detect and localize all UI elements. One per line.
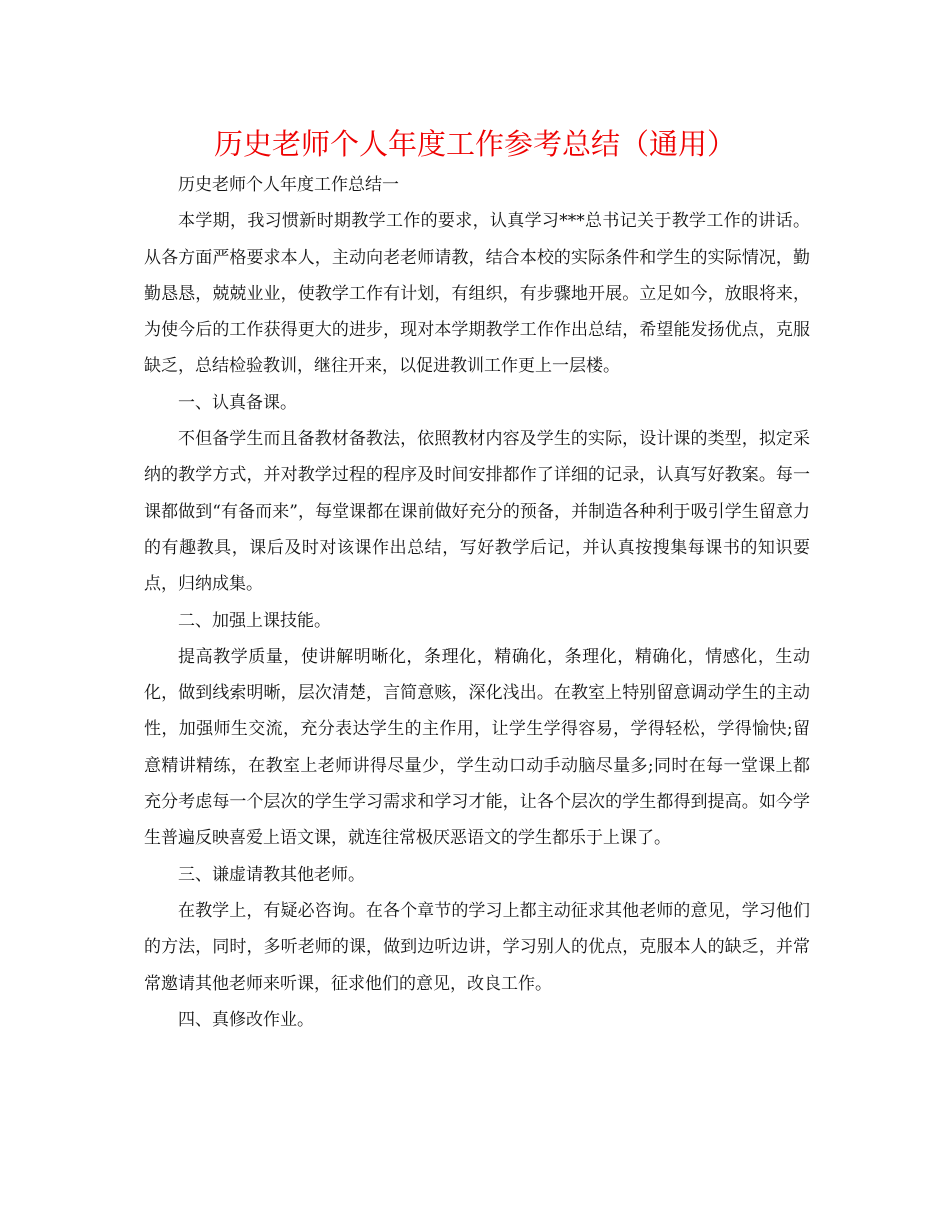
document-body [144,167,810,1038]
document-subtitle: 历史老师个人年度工作总结一 [178,175,399,195]
section-paragraph-1: 不但备学生而且备教材备教法，依照教材内容及学生的实际，设计课的类型，拟定采纳的教学方式，并对教学过程的程序及时间安排都作了详细的记录，认真写好教案。每一课都做到“有备而来”，每堂课都在课前做好充分的预备，并制造各种利于吸引学生留意力的有趣教具，课后及时对该课作出总结，写好教学后记，并认真按搜集每课书的知识要点，归纳成集。 [144,429,810,595]
section-paragraph-3: 在教学上，有疑必咨询。在各个章节的学习上都主动征求其他老师的意见，学习他们的方法，同时，多听老师的课，做到边听边讲，学习别人的优点，克服本人的缺乏，并常常邀请其他老师来听课，征求他们的意见，改良工作。 [144,900,810,994]
section-heading-1: 一、认真备课。 [178,392,297,413]
document-title: 历史老师个人年度工作参考总结（通用） [213,127,736,161]
section-heading-3: 三、谦虚请教其他老师。 [178,864,365,885]
intro-paragraph: 本学期，我习惯新时期教学工作的要求，认真学习***总书记关于教学工作的讲话。从各方面严格要求本人，主动向老老师请教，结合本校的实际条件和学生的实际情况，勤勤恳恳，兢兢业业，使教学工作有计划，有组织，有步骤地开展。立足如今，放眼将来，为使今后的工作获得更大的进步，现对本学期教学工作作出总结，希望能发扬优点，克服缺乏，总结检验教训，继往开来，以促进教训工作更上一层楼。 [144,211,810,377]
section-heading-4: 四、真修改作业。 [178,1009,314,1030]
section-paragraph-2: 提高教学质量，使讲解明晰化，条理化，精确化，条理化，精确化，情感化，生动化，做到线索明晰，层次清楚，言简意赅，深化浅出。在教室上特别留意调动学生的主动性，加强师生交流，充分表达学生的主作用，让学生学得容易，学得轻松，学得愉快;留意精讲精练，在教室上老师讲得尽量少，学生动口动手动脑尽量多;同时在每一堂课上都充分考虑每一个层次的学生学习需求和学习才能，让各个层次的学生都得到提高。如今学生普遍反映喜爱上语文课，就连往常极厌恶语文的学生都乐于上课了。 [144,646,810,849]
section-heading-2: 二、加强上课技能。 [178,610,331,631]
